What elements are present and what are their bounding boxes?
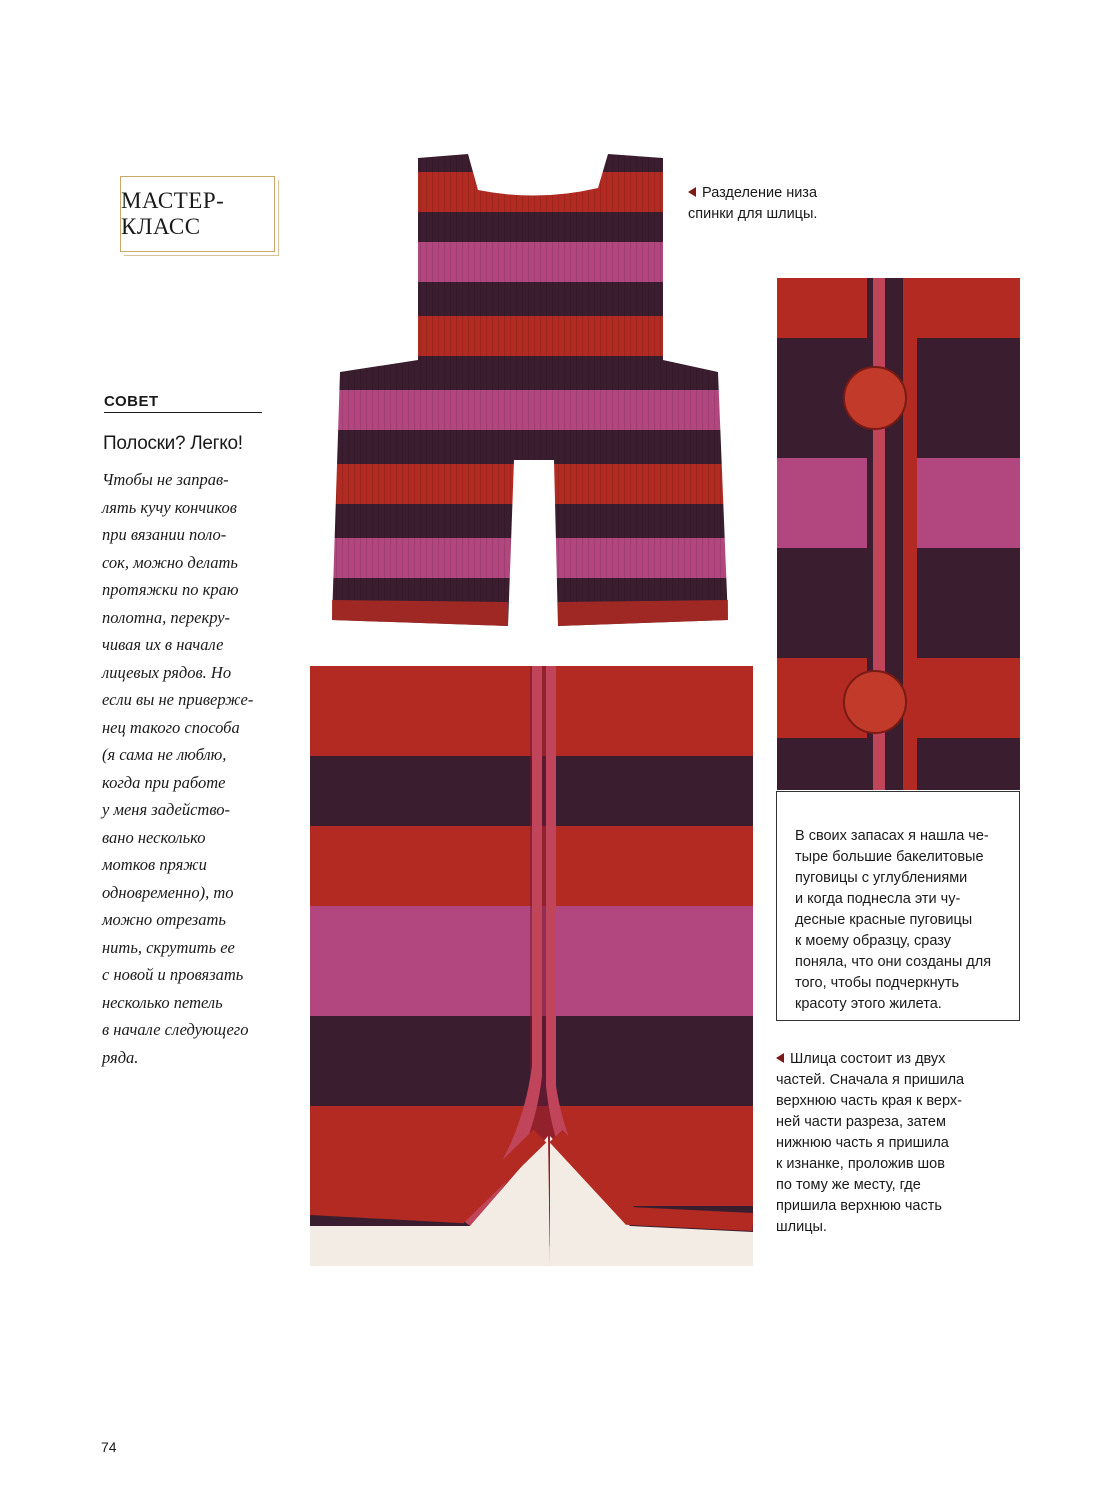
caption-line: тыре большие бакелитовые — [795, 849, 984, 865]
slit-illustration — [310, 666, 753, 1266]
section-badge: МАСТЕР-КЛАСС — [120, 176, 275, 252]
tip-divider — [104, 412, 262, 413]
caption-line: десные красные пуговицы — [795, 912, 973, 928]
caption-line: верхнюю часть края к верх- — [776, 1093, 962, 1109]
button-icon — [844, 367, 906, 429]
tip-line: у меня задейство- — [102, 800, 231, 819]
tip-line: в начале следующего — [102, 1020, 249, 1039]
vest-back-photo — [318, 150, 750, 652]
caption-line: к моему образцу, сразу — [795, 933, 951, 949]
caption-line: пуговицы с углублениями — [795, 870, 968, 886]
caption-line: к изнанке, проложив шов — [776, 1156, 945, 1172]
caption-line: Разделение низа — [702, 185, 818, 201]
caption-buttons — [795, 826, 991, 1015]
tip-line: когда при работе — [102, 772, 226, 792]
tip-line: чивая их в начале — [102, 635, 224, 654]
caption-line: Шлица состоит из двух — [790, 1051, 946, 1067]
button-band-photo — [777, 278, 1020, 790]
caption-line: частей. Сначала я пришила — [776, 1072, 965, 1088]
tip-line: полотна, перекру- — [102, 607, 231, 627]
tip-line: мотков пряжи — [102, 855, 207, 874]
tip-line: при вязании поло- — [102, 525, 227, 544]
caption-line: ней части разреза, затем — [776, 1114, 946, 1130]
caption-line: и когда поднесла эти чу- — [795, 891, 961, 907]
tip-line: лять кучу кончиков — [102, 497, 237, 517]
tip-line: сок, можно делать — [102, 552, 238, 572]
pointer-triangle-icon — [776, 1053, 784, 1063]
tip-line: вано несколько — [102, 827, 206, 847]
caption-line: В своих запасах я нашла че- — [795, 828, 989, 844]
tip-line: если вы не привержe- — [102, 690, 254, 709]
vest-back-illustration — [318, 150, 750, 652]
caption-line: спинки для шлицы. — [688, 206, 818, 222]
tip-line: нить, скрутить ее — [102, 937, 235, 957]
page-number: 74 — [101, 1439, 117, 1455]
caption-line: пришила верхнюю часть — [776, 1198, 942, 1214]
tip-title: Полоски? Легко! — [103, 433, 243, 454]
tip-line: одновременно), то — [102, 882, 234, 902]
tip-heading: СОВЕТ — [104, 393, 159, 410]
tip-line: несколько петель — [102, 992, 223, 1012]
tip-line: с новой и провязать — [102, 965, 244, 984]
tip-line: можно отрезать — [102, 910, 226, 929]
caption-line: того, чтобы подчеркнуть — [795, 975, 960, 991]
pointer-triangle-icon — [688, 187, 696, 197]
caption-line: поняла, что они созданы для — [795, 954, 992, 970]
caption-line: нижнюю часть я пришила — [776, 1135, 949, 1151]
tip-line: протяжки по краю — [102, 580, 239, 599]
caption-vest-back — [688, 183, 848, 225]
caption-buttons-box — [776, 791, 1020, 1021]
tip-line: ряда. — [102, 1047, 139, 1067]
tip-line: Чтобы не заправ- — [102, 470, 229, 489]
caption-slit — [776, 1049, 1006, 1238]
tip-line: нец такого способа — [102, 717, 240, 737]
tip-line: лицевых рядов. Но — [102, 662, 232, 682]
button-icon — [844, 671, 906, 733]
caption-line: красоту этого жилета. — [795, 996, 942, 1012]
button-band-illustration — [777, 278, 1020, 790]
tip-line: (я сама не люблю, — [102, 745, 227, 764]
caption-line: по тому же месту, где — [776, 1177, 921, 1193]
caption-line: шлицы. — [776, 1219, 827, 1235]
tip-body — [102, 466, 272, 1071]
slit-photo — [310, 666, 753, 1266]
